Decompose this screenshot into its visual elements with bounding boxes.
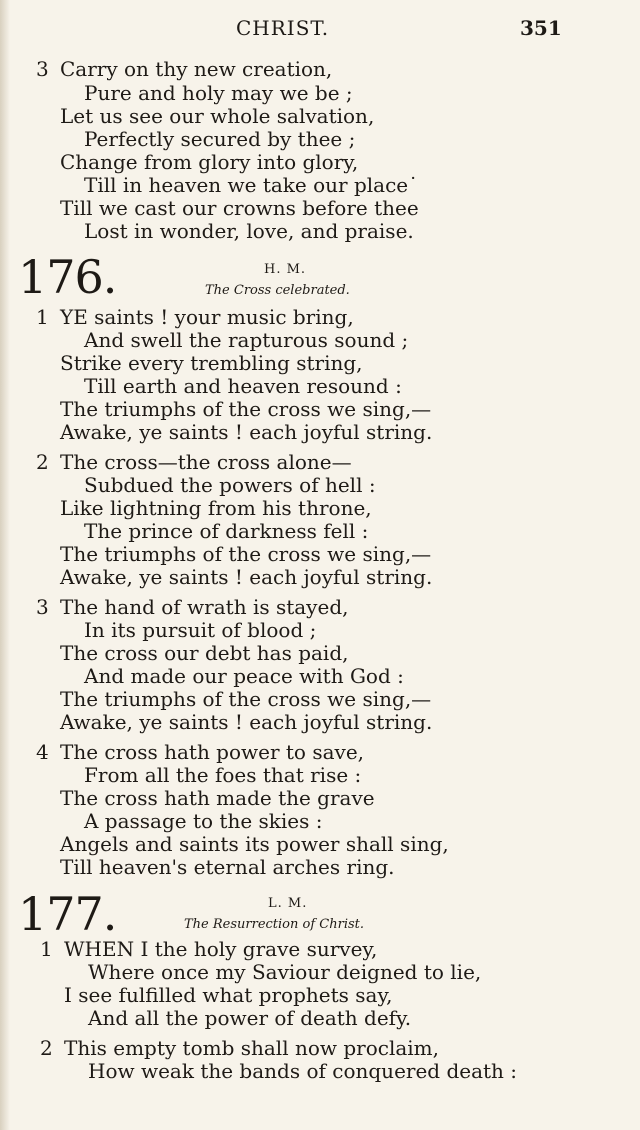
verse-line: Change from glory into glory, (60, 150, 359, 174)
verse-line: Like lightning from his throne, (60, 496, 372, 520)
verse-line: This empty tomb shall now proclaim, (64, 1036, 439, 1060)
running-head: CHRIST. (236, 16, 330, 40)
verse-line: Till in heaven we take our place˙ (84, 173, 419, 197)
page-number: 351 (520, 16, 562, 40)
verse-line: And made our peace with God : (84, 664, 404, 688)
verse-line: And swell the rapturous sound ; (84, 328, 409, 352)
verse-line: YE saints ! your music bring, (60, 305, 354, 329)
verse-line: Awake, ye saints ! each joyful string. (60, 710, 433, 734)
verse-line: The triumphs of the cross we sing,— (60, 687, 432, 711)
page-header (0, 16, 640, 46)
verse-line: Let us see our whole salvation, (60, 104, 375, 128)
verse-line: Perfectly secured by thee ; (84, 127, 356, 151)
verse-line: The prince of darkness fell : (84, 519, 369, 543)
verse-line: WHEN I the holy grave survey, (64, 937, 378, 961)
verse-number: 4 (36, 740, 49, 764)
verse-line: Awake, ye saints ! each joyful string. (60, 420, 433, 444)
verse-line: Awake, ye saints ! each joyful string. (60, 565, 433, 589)
verse-number: 2 (36, 450, 49, 474)
verse-number: 3 (36, 57, 49, 81)
verse-line: From all the foes that rise : (84, 763, 362, 787)
verse-line: Lost in wonder, love, and praise. (84, 219, 414, 243)
verse-number: 2 (40, 1036, 53, 1060)
verse-number: 3 (36, 595, 49, 619)
hymn-number: 177. (18, 887, 117, 941)
verse-line: Till we cast our crowns before thee (60, 196, 419, 220)
verse-line: The triumphs of the cross we sing,— (60, 397, 432, 421)
verse-line: Carry on thy new creation, (60, 57, 333, 81)
page-gutter (0, 0, 10, 1130)
verse-number: 1 (40, 937, 53, 961)
verse-line: I see fulfilled what prophets say, (64, 983, 393, 1007)
hymn-meter: L. M. (268, 896, 308, 911)
verse-line: In its pursuit of blood ; (84, 618, 317, 642)
verse-line: Subdued the powers of hell : (84, 473, 376, 497)
verse-line: Till earth and heaven resound : (84, 374, 402, 398)
verse-line: Where once my Saviour deigned to lie, (88, 960, 482, 984)
verse-line: The hand of wrath is stayed, (60, 595, 349, 619)
hymn-number: 176. (18, 250, 117, 304)
hymn-meter: H. M. (264, 262, 307, 277)
verse-line: Till heaven's eternal arches ring. (60, 855, 395, 879)
verse-line: The triumphs of the cross we sing,— (60, 542, 432, 566)
verse-line: A passage to the skies : (84, 809, 323, 833)
hymn-title: The Cross celebrated. (205, 283, 350, 298)
verse-line: The cross hath made the grave (60, 786, 375, 810)
verse-line: Strike every trembling string, (60, 351, 363, 375)
verse-line: The cross our debt has paid, (60, 641, 349, 665)
verse-line: The cross—the cross alone— (60, 450, 352, 474)
verse-line: And all the power of death defy. (88, 1006, 412, 1030)
verse-line: The cross hath power to save, (60, 740, 365, 764)
hymn-title: The Resurrection of Christ. (184, 917, 365, 932)
verse-number: 1 (36, 305, 49, 329)
verse-line: Pure and holy may we be ; (84, 81, 353, 105)
verse-line: Angels and saints its power shall sing, (60, 832, 449, 856)
verse-line: How weak the bands of conquered death : (88, 1059, 518, 1083)
